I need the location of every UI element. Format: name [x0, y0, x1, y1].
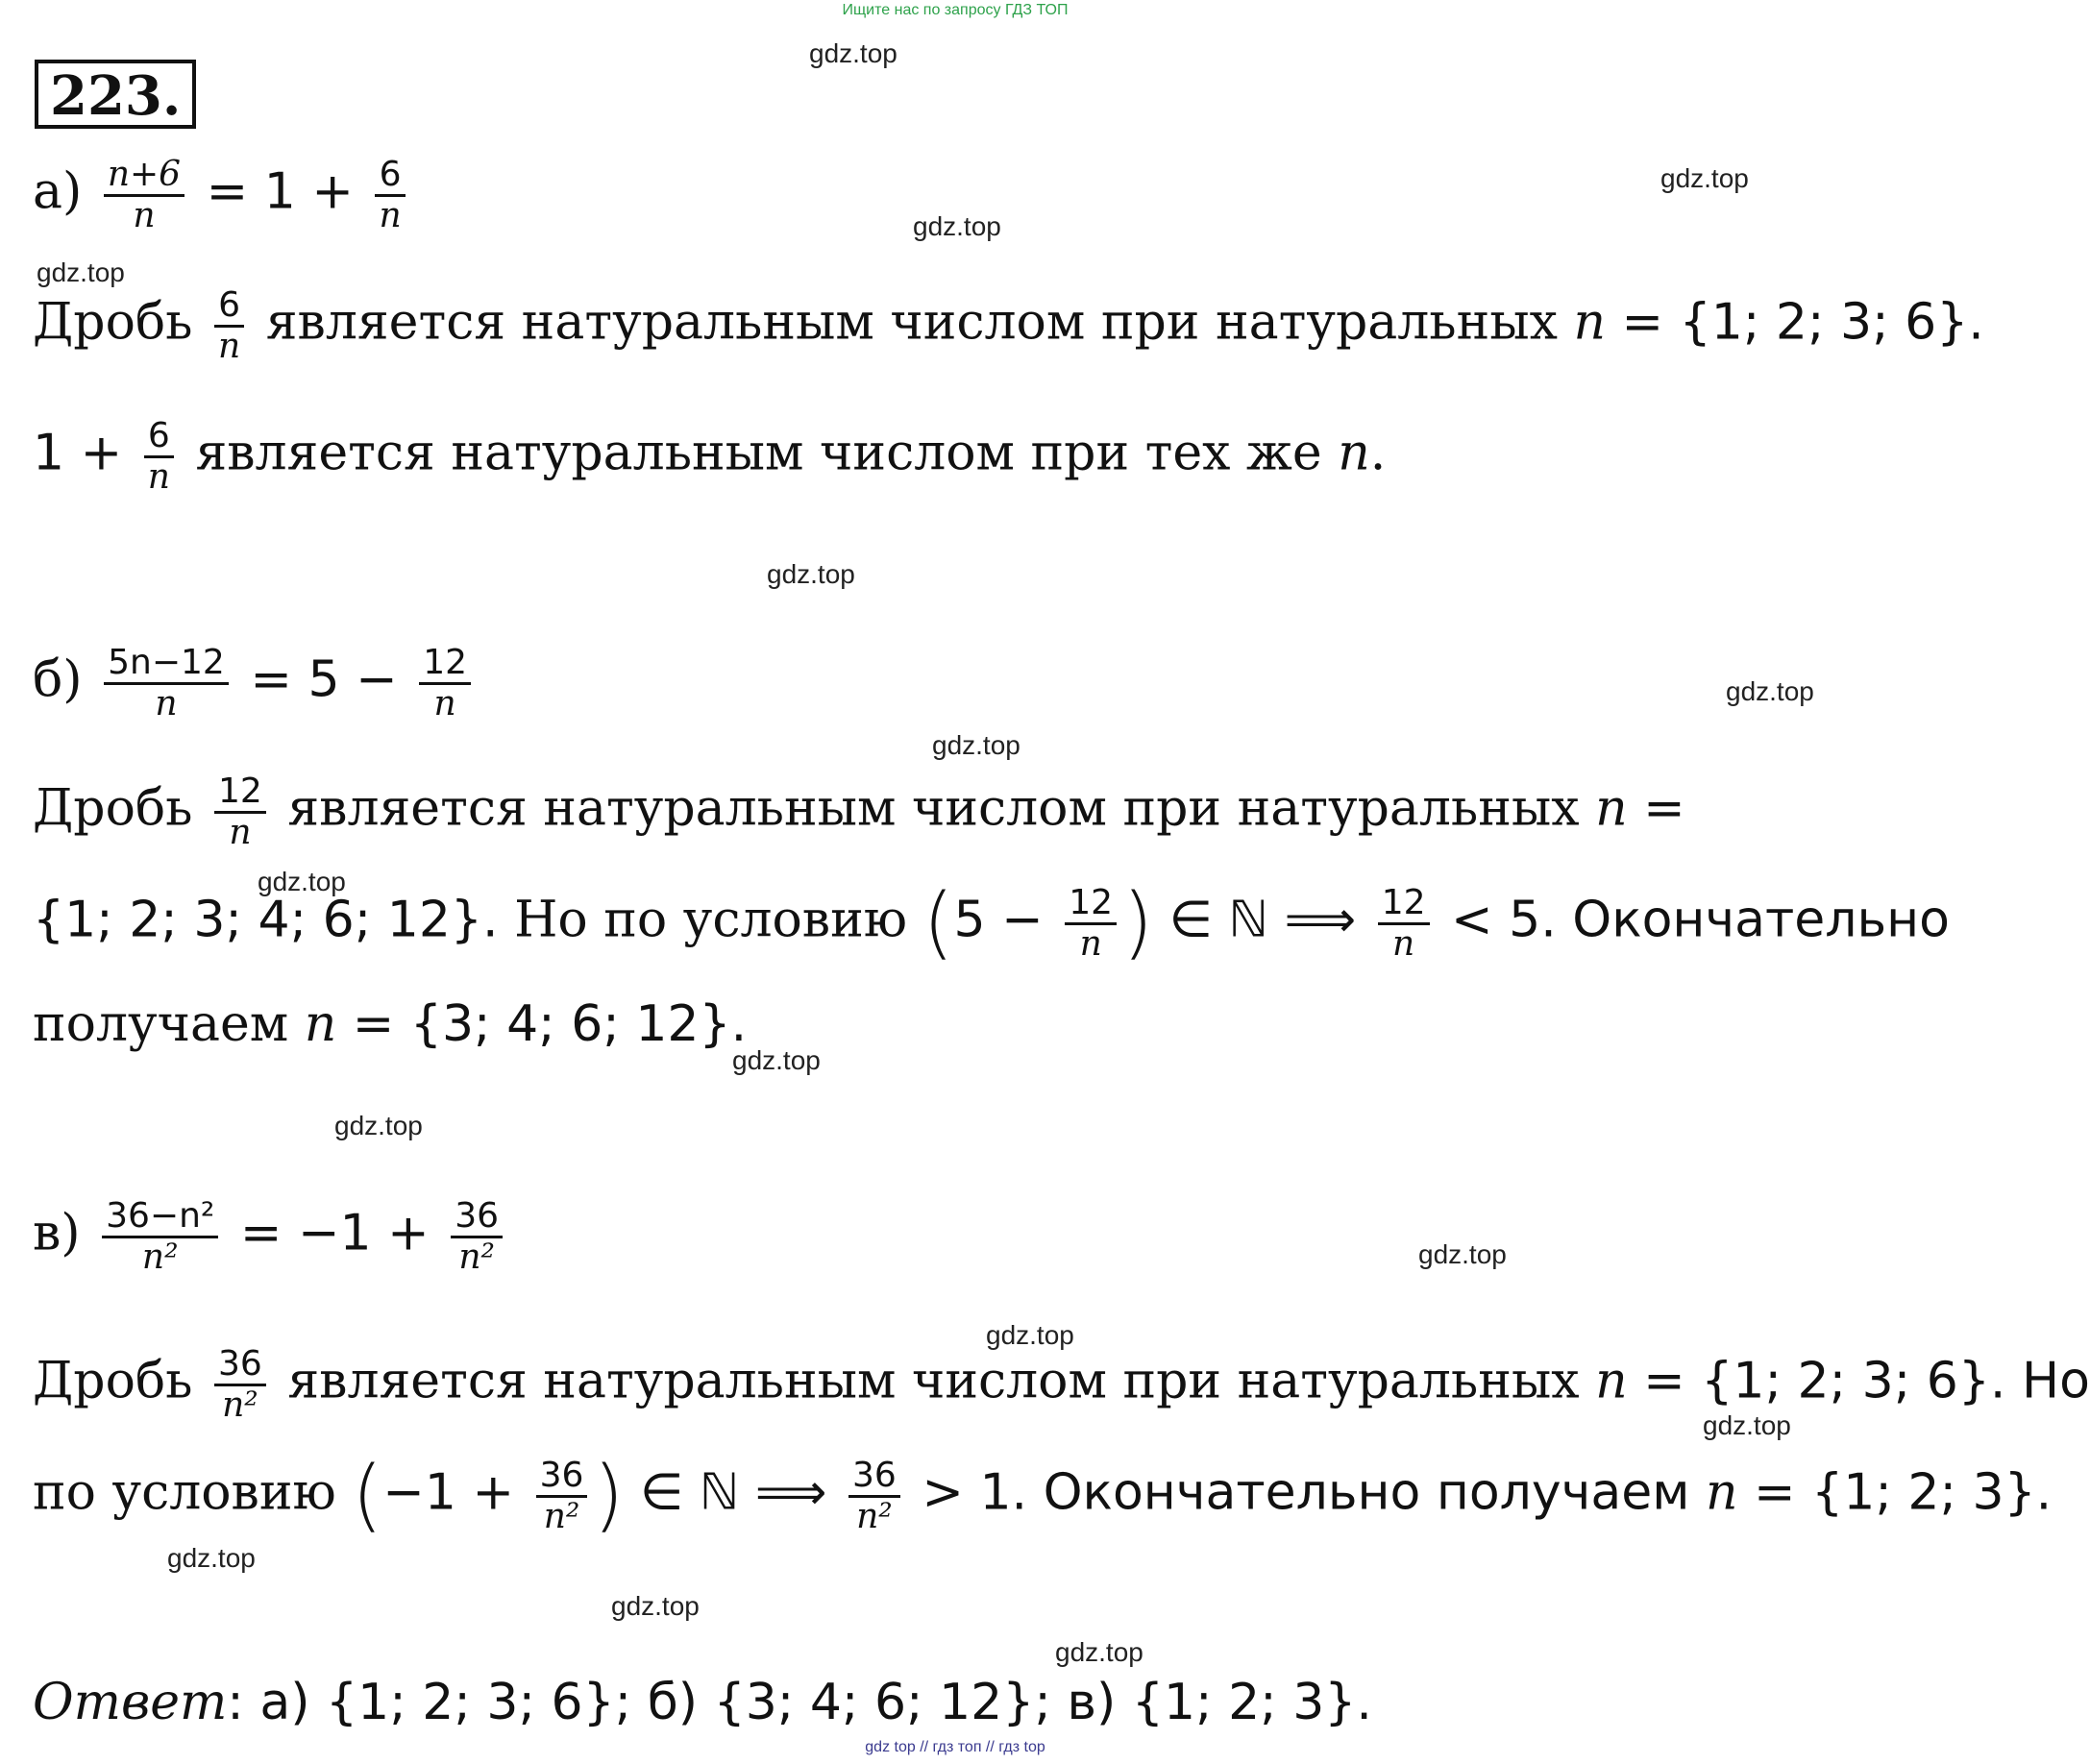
watermark: gdz.top — [932, 730, 1020, 760]
paren-open: ( — [352, 1450, 383, 1542]
part-a-line1 — [33, 286, 1984, 365]
fraction — [419, 644, 471, 723]
text: по условию — [33, 1463, 336, 1522]
part-a-equation — [33, 156, 411, 234]
numerator: 12 — [218, 772, 262, 811]
fraction — [144, 417, 174, 496]
part-b-line1 — [33, 772, 1685, 851]
watermark: gdz.top — [334, 1111, 423, 1140]
fraction — [214, 286, 244, 365]
denominator: n — [214, 325, 244, 366]
text: является натуральным числом при натуральных — [265, 293, 1558, 352]
text: Дробь — [33, 1352, 193, 1410]
set: {1; 2; 3; 4; 6; 12}. — [33, 891, 499, 949]
fraction — [1378, 884, 1430, 963]
equation-rest: = 5 − — [250, 650, 398, 709]
fraction — [536, 1457, 588, 1535]
watermark: gdz.top — [809, 38, 897, 68]
numerator: n+6 — [107, 155, 182, 194]
part-b-label: б) — [33, 650, 83, 709]
equation-rest: = −1 + — [239, 1204, 430, 1262]
set: = {3; 4; 6; 12}. — [352, 995, 748, 1053]
variable: n — [1595, 779, 1628, 838]
denominator: n — [1378, 922, 1430, 964]
denominator: n² — [214, 1384, 266, 1425]
numerator: 36 — [218, 1344, 262, 1384]
search-hint: Ищите нас по запросу ГДЗ ТОП — [842, 2, 1069, 18]
text: является натуральным числом при натуральных — [287, 1352, 1580, 1410]
text: ∈ ℕ ⟹ — [1168, 891, 1357, 949]
fraction — [451, 1197, 503, 1276]
fraction — [375, 156, 405, 234]
denominator: n² — [848, 1495, 900, 1536]
numerator: 36−n² — [106, 1196, 215, 1236]
answer-label: Ответ — [33, 1674, 228, 1731]
text: 1 + — [33, 424, 123, 482]
watermark: gdz.top — [611, 1591, 700, 1621]
numerator: 5n−12 — [108, 643, 225, 682]
paren-close: ) — [593, 1450, 625, 1542]
text: < 5. Окончательно — [1451, 891, 1950, 949]
paren-close: ) — [1122, 877, 1154, 969]
denominator: n — [144, 455, 174, 497]
denominator: n — [104, 194, 184, 235]
text: Но по условию — [514, 891, 908, 949]
fraction — [214, 1345, 266, 1424]
fraction — [104, 644, 229, 723]
part-a-line2 — [33, 417, 1386, 496]
text: Дробь — [33, 293, 193, 352]
denominator: n² — [536, 1495, 588, 1536]
set: = {1; 2; 3; 6}. Но — [1643, 1352, 2090, 1410]
part-c-line2 — [33, 1450, 2053, 1542]
fraction — [104, 156, 184, 234]
variable: n — [304, 995, 337, 1053]
watermark: gdz.top — [258, 867, 346, 896]
part-a-label: а) — [33, 162, 83, 221]
text: 5 − — [953, 891, 1044, 949]
watermark: gdz.top — [732, 1045, 821, 1075]
denominator: n — [214, 811, 266, 852]
watermark: gdz.top — [986, 1320, 1074, 1350]
fraction — [102, 1197, 218, 1276]
text: = — [1643, 779, 1685, 838]
numerator: 36 — [852, 1456, 897, 1495]
text: −1 + — [382, 1463, 515, 1522]
watermark: gdz.top — [167, 1543, 256, 1573]
numerator: 36 — [539, 1456, 584, 1495]
denominator: n — [419, 682, 471, 723]
part-b-equation — [33, 644, 477, 723]
watermark: gdz.top — [767, 559, 855, 589]
watermark: gdz.top — [1703, 1410, 1791, 1440]
part-c-equation — [33, 1197, 508, 1276]
variable: n — [1338, 424, 1370, 482]
variable: n — [1573, 293, 1607, 352]
denominator: n — [1065, 922, 1117, 964]
numerator: 6 — [218, 285, 241, 325]
set: = {1; 2; 3}. — [1754, 1463, 2053, 1522]
text: Дробь — [33, 779, 193, 838]
denominator: n — [104, 682, 229, 723]
text: является натуральным числом при тех же — [195, 424, 1322, 482]
fraction — [214, 772, 266, 851]
denominator: n² — [102, 1236, 218, 1277]
watermark: gdz.top — [1055, 1637, 1143, 1667]
equation-rest: = 1 + — [206, 162, 354, 221]
watermark: gdz.top — [1660, 163, 1749, 193]
part-c-label: в) — [33, 1204, 81, 1262]
numerator: 12 — [423, 643, 467, 682]
watermark: gdz.top — [1418, 1239, 1507, 1269]
numerator: 36 — [455, 1196, 500, 1236]
answer-text: : а) {1; 2; 3; 6}; б) {3; 4; 6; 12}; в) {1; 2; 3}. — [227, 1674, 1372, 1731]
watermark: gdz.top — [1726, 676, 1814, 706]
footer: gdz top // гдз топ // гдз top — [865, 1739, 1045, 1755]
denominator: n — [375, 194, 405, 235]
text: ∈ ℕ ⟹ — [639, 1463, 827, 1522]
fraction — [848, 1457, 900, 1535]
text: получаем — [33, 995, 289, 1053]
variable: n — [1595, 1352, 1628, 1410]
text: является натуральным числом при натуральных — [287, 779, 1580, 838]
text: . — [1369, 424, 1387, 482]
part-b-line3 — [33, 995, 748, 1053]
paren-open: ( — [922, 877, 954, 969]
numerator: 12 — [1069, 883, 1114, 922]
denominator: n² — [451, 1236, 503, 1277]
part-c-line1 — [33, 1345, 2090, 1424]
problem-number: 223. — [35, 60, 196, 129]
text: > 1. Окончательно получаем — [922, 1463, 1690, 1522]
variable: n — [1706, 1463, 1738, 1522]
numerator: 6 — [379, 155, 402, 194]
numerator: 12 — [1381, 883, 1426, 922]
numerator: 6 — [147, 416, 170, 455]
set: = {1; 2; 3; 6}. — [1621, 293, 1984, 352]
watermark: gdz.top — [37, 257, 125, 287]
answer-line — [33, 1674, 1372, 1731]
watermark: gdz.top — [913, 211, 1001, 241]
fraction — [1065, 884, 1117, 963]
